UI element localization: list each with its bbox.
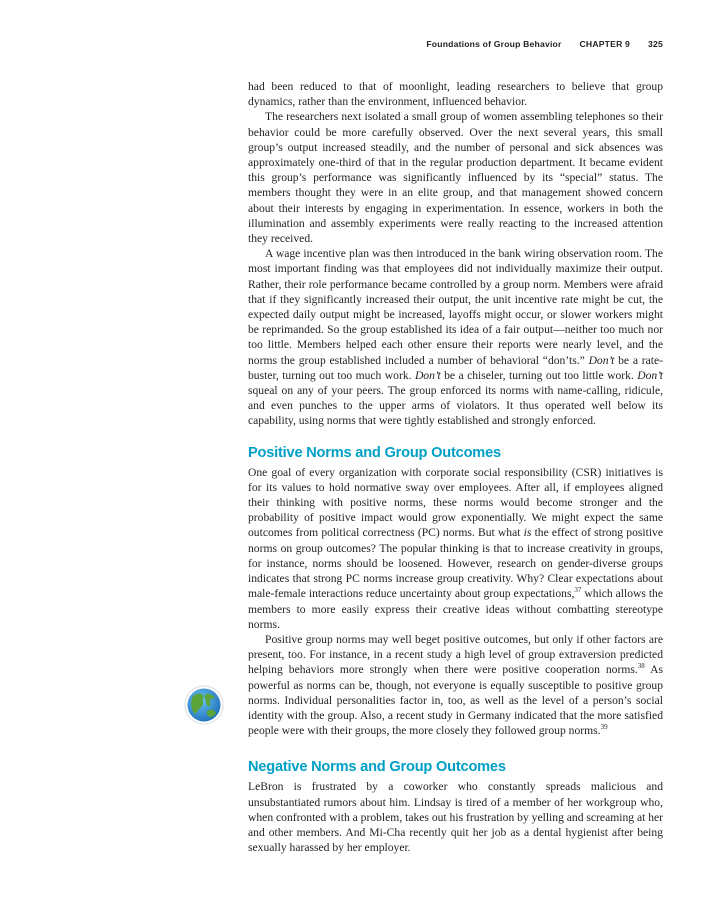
negative-paragraph-1: LeBron is frustrated by a coworker who constantly spreads malicious and unsubstantiated rumors about him. Lindsay is tired of a member of her workgroup who, when confronted with a problem, takes out his frustration by yelling and screaming at her and other members. And Mi-Cha recently quit her job as a dental hygienist after being sexually harassed by her employer.	[248, 780, 664, 855]
positive-paragraph-1: One goal of every organization with corporate social responsibility (CSR) initiatives is for its values to hold normative sway over employees. After all, if employees aligned their thinking with positive norms, these norms would become stronger and the probability of positive impact would grow exponentially. We might expect the same outcomes from political correctness (PC) norms. But what is the effect of strong positive norms on group outcomes? The popular thinking is that to increase creativity in groups, for instance, norms should be loosened. However, research on gender-diverse groups indicates that strong PC norms increase group creativity. Why? Clear expectations about male-female interactions reduce uncertainty about group expectations,$^{37}$ which allows the members to more easily express their creative ideas without combatting stereotype norms.	[248, 465, 663, 631]
intro-paragraph-2: The researchers next isolated a small group of women assembling telephones so their behavior could be more carefully observed. Over the next several years, this small group’s output increased steadily, and the number of personal and sick absences was approximately one-third of that in the regular production department. It became evident this group’s performance was significantly influenced by its “special” status. The members thought they were in an elite group, and that management showed concern about their interests by engaging in experimentation. In essence, workers in both the illumination and assembly experiments were really reacting to the increased attention they received.	[248, 110, 663, 246]
negative-norms-heading: Negative Norms and Group Outcomes	[248, 759, 506, 776]
running-head-chapter: CHAPTER 9	[579, 39, 631, 49]
endnote-ref-39: 39	[600, 723, 608, 732]
running-head	[426, 39, 663, 49]
text-column	[248, 79, 663, 855]
page-number: 325	[648, 39, 663, 49]
endnote-ref-38: 38	[637, 662, 645, 671]
intro-paragraph-3: A wage incentive plan was then introduced in the bank wiring observation room. The most important finding was that employees did not individually maximize their output. Rather, their role performance became controlled by a group norm. Members were afraid that if they significantly increased their output, the unit incentive rate might be cut, the expected daily output might be increased, layoffs might occur, or slower workers might be reprimanded. So the group established its idea of a fair output—neither too much nor too little. Members helped each other ensure their reports were nearly level, and the norms the group established included a number of behavioral “don’ts.” Don’t be a rate-buster, turning out too much work. Don’t be a chiseler, turning out too little work. Don’t squeal on any of your peers. The group enforced its norms with name-calling, ridicule, and even punches to the upper arms of violators. It thus operated well below its capability, using norms that were tightly established and strongly enforced.	[248, 247, 663, 428]
globe-icon	[184, 685, 224, 725]
running-head-section: Foundations of Group Behavior	[426, 39, 562, 49]
intro-paragraph-1: had been reduced to that of moonlight, leading researchers to believe that group dynamics, rather than the environment, influenced behavior.	[248, 80, 663, 109]
positive-norms-heading: Positive Norms and Group Outcomes	[248, 444, 501, 461]
endnote-ref-37: 37	[574, 586, 582, 595]
positive-paragraph-2: Positive group norms may well beget positive outcomes, but only if other factors are present, too. For instance, in a recent study a high level of group extraversion predicted helping behaviors more strongly when there were positive cooperation norms.$^{38}$ As powerful as norms can be, though, not everyone is equally susceptible to positive group norms. Individual personalities factor in, too, as well as the level of a person’s social identity with the group. Also, a recent study in Germany indicated that the more satisfied people were with their groups, the more closely they followed group norms.$^{39}$	[248, 632, 663, 738]
